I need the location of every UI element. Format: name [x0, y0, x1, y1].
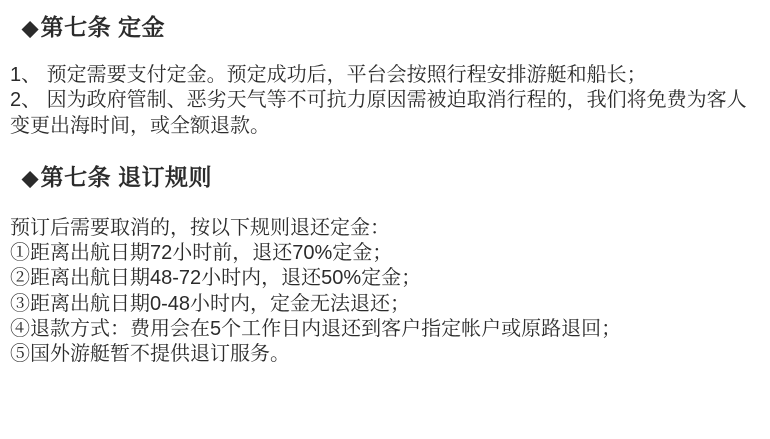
diamond-bullet-icon: ◆: [22, 17, 39, 40]
cancellation-rule-line-2: ②距离出航日期48-72小时内，退还50%定金；: [10, 267, 422, 290]
section-deposit-title-text: 第七条 定金: [40, 14, 166, 40]
cancellation-intro-line: 预订后需要取消的，按以下规则退还定金：: [10, 216, 390, 239]
section-cancellation-body: [10, 216, 760, 368]
cancellation-rule-line-5: ⑤国外游艇暂不提供退订服务。: [10, 343, 290, 366]
diamond-bullet-icon: ◆: [22, 166, 39, 190]
deposit-rule-line-1: 1、 预定需要支付定金。预定成功后，平台会按照行程安排游艇和船长；: [10, 64, 647, 86]
deposit-rule-line-3: 变更出海时间，或全额退款。: [10, 114, 270, 137]
section-cancellation-title-text: 第七条 退订规则: [40, 163, 213, 190]
cancellation-rule-line-1: ①距离出航日期72小时前，退还70%定金；: [10, 242, 393, 265]
section-deposit-body: [10, 63, 760, 139]
cancellation-rule-line-3: ③距离出航日期0-48小时内，定金无法退还；: [10, 292, 411, 315]
section-cancellation-title: [22, 163, 760, 193]
cancellation-rule-line-4: ④退款方式：费用会在5个工作日内退还到客户指定帐户或原路退回；: [10, 318, 622, 341]
deposit-rule-line-2: 2、 因为政府管制、恶劣天气等不可抗力原因需被迫取消行程的，我们将免费为客人: [10, 89, 747, 112]
section-deposit-title: [22, 13, 760, 43]
